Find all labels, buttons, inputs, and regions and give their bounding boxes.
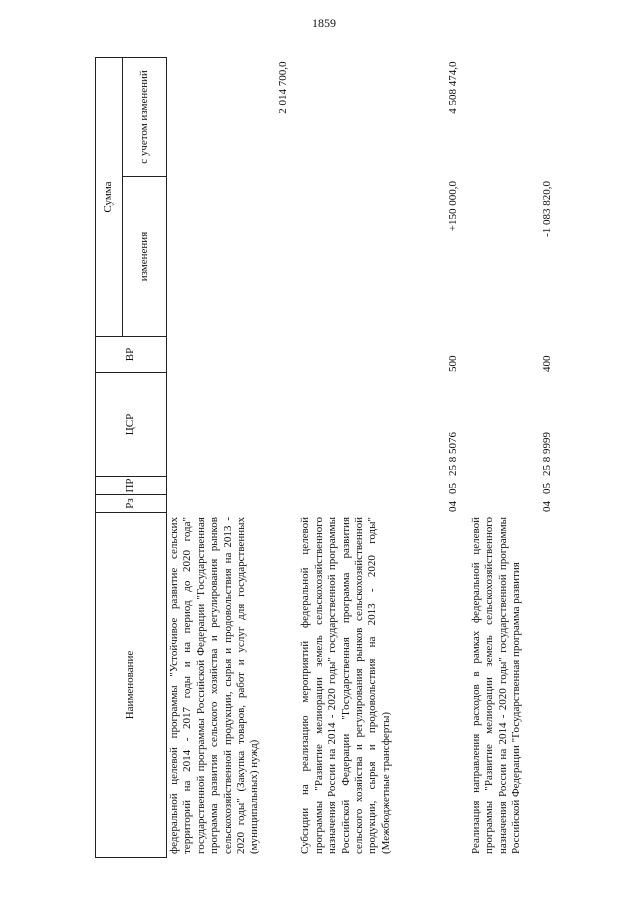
row-csr xyxy=(167,373,291,477)
header-csr: ЦСР xyxy=(96,373,167,477)
row-rz xyxy=(167,495,291,513)
header-with-changes: с учетом изменений xyxy=(123,58,167,177)
header-vr: ВР xyxy=(96,337,167,373)
row-vr: 400 xyxy=(540,355,553,372)
row-total: 4 508 474,0 xyxy=(447,61,460,114)
row-total xyxy=(461,58,554,177)
row-change: -1 083 820,0 xyxy=(540,181,553,237)
header-name: Наименование xyxy=(96,513,167,858)
page-number: 1859 xyxy=(312,16,336,30)
row-pr xyxy=(167,477,291,495)
row-total: 2 014 700,0 xyxy=(277,61,289,114)
table-row xyxy=(290,58,460,858)
row-pr: 05 xyxy=(447,483,460,494)
header-changes: изменения xyxy=(123,177,167,337)
table-row xyxy=(167,58,291,858)
header-rz: Рз xyxy=(96,495,167,513)
row-name: Реализация направления расходов в рамках федеральной целевой программы "Развитие мелиорации земель сельскохозяйственного назначения России на 2014 - 2020 годы" государственной программы Российской Федерации "Государственная программа развития xyxy=(469,517,523,854)
row-csr: 25 8 9999 xyxy=(540,432,553,476)
row-name: федеральной целевой программы "Устойчивое развитие сельских территорий на 2014 - 2017 годы и на период до 2020 года" государственной программы Российской Федерации "Государственная программа развития сельского хозяйства и регулирования рынков сельскохозяйственной продукции, сырья и продовольствия на 2013 - 2020 годы" (Закупка товаров, работ и услуг для государственных (муниципальных) нужд) xyxy=(168,517,261,854)
row-vr xyxy=(167,337,291,373)
row-change: +150 000,0 xyxy=(447,181,460,232)
row-csr: 25 8 5076 xyxy=(447,432,460,476)
row-rz: 04 xyxy=(540,501,553,512)
row-change xyxy=(167,177,291,337)
header-pr: ПР xyxy=(96,477,167,495)
row-vr: 500 xyxy=(447,355,460,372)
row-name: Субсидии на реализацию мероприятий федеральной целевой программы "Развитие мелиорации земель сельскохозяйственного назначения России на 2014 - 2020 годы" государственной программы Российской Федерации "Государственная программа развития сельского хозяйства и регулирования рынков сельскохозяйственной продукции, сырья и продовольствия на 2013 - 2020 годы" (Межбюджетные трансферты) xyxy=(299,517,392,854)
table-row xyxy=(461,58,554,858)
header-sum: Сумма xyxy=(96,58,123,337)
row-pr: 05 xyxy=(540,483,553,494)
rotated-budget-table xyxy=(95,58,585,858)
row-rz: 04 xyxy=(447,501,460,512)
budget-table xyxy=(95,57,554,858)
